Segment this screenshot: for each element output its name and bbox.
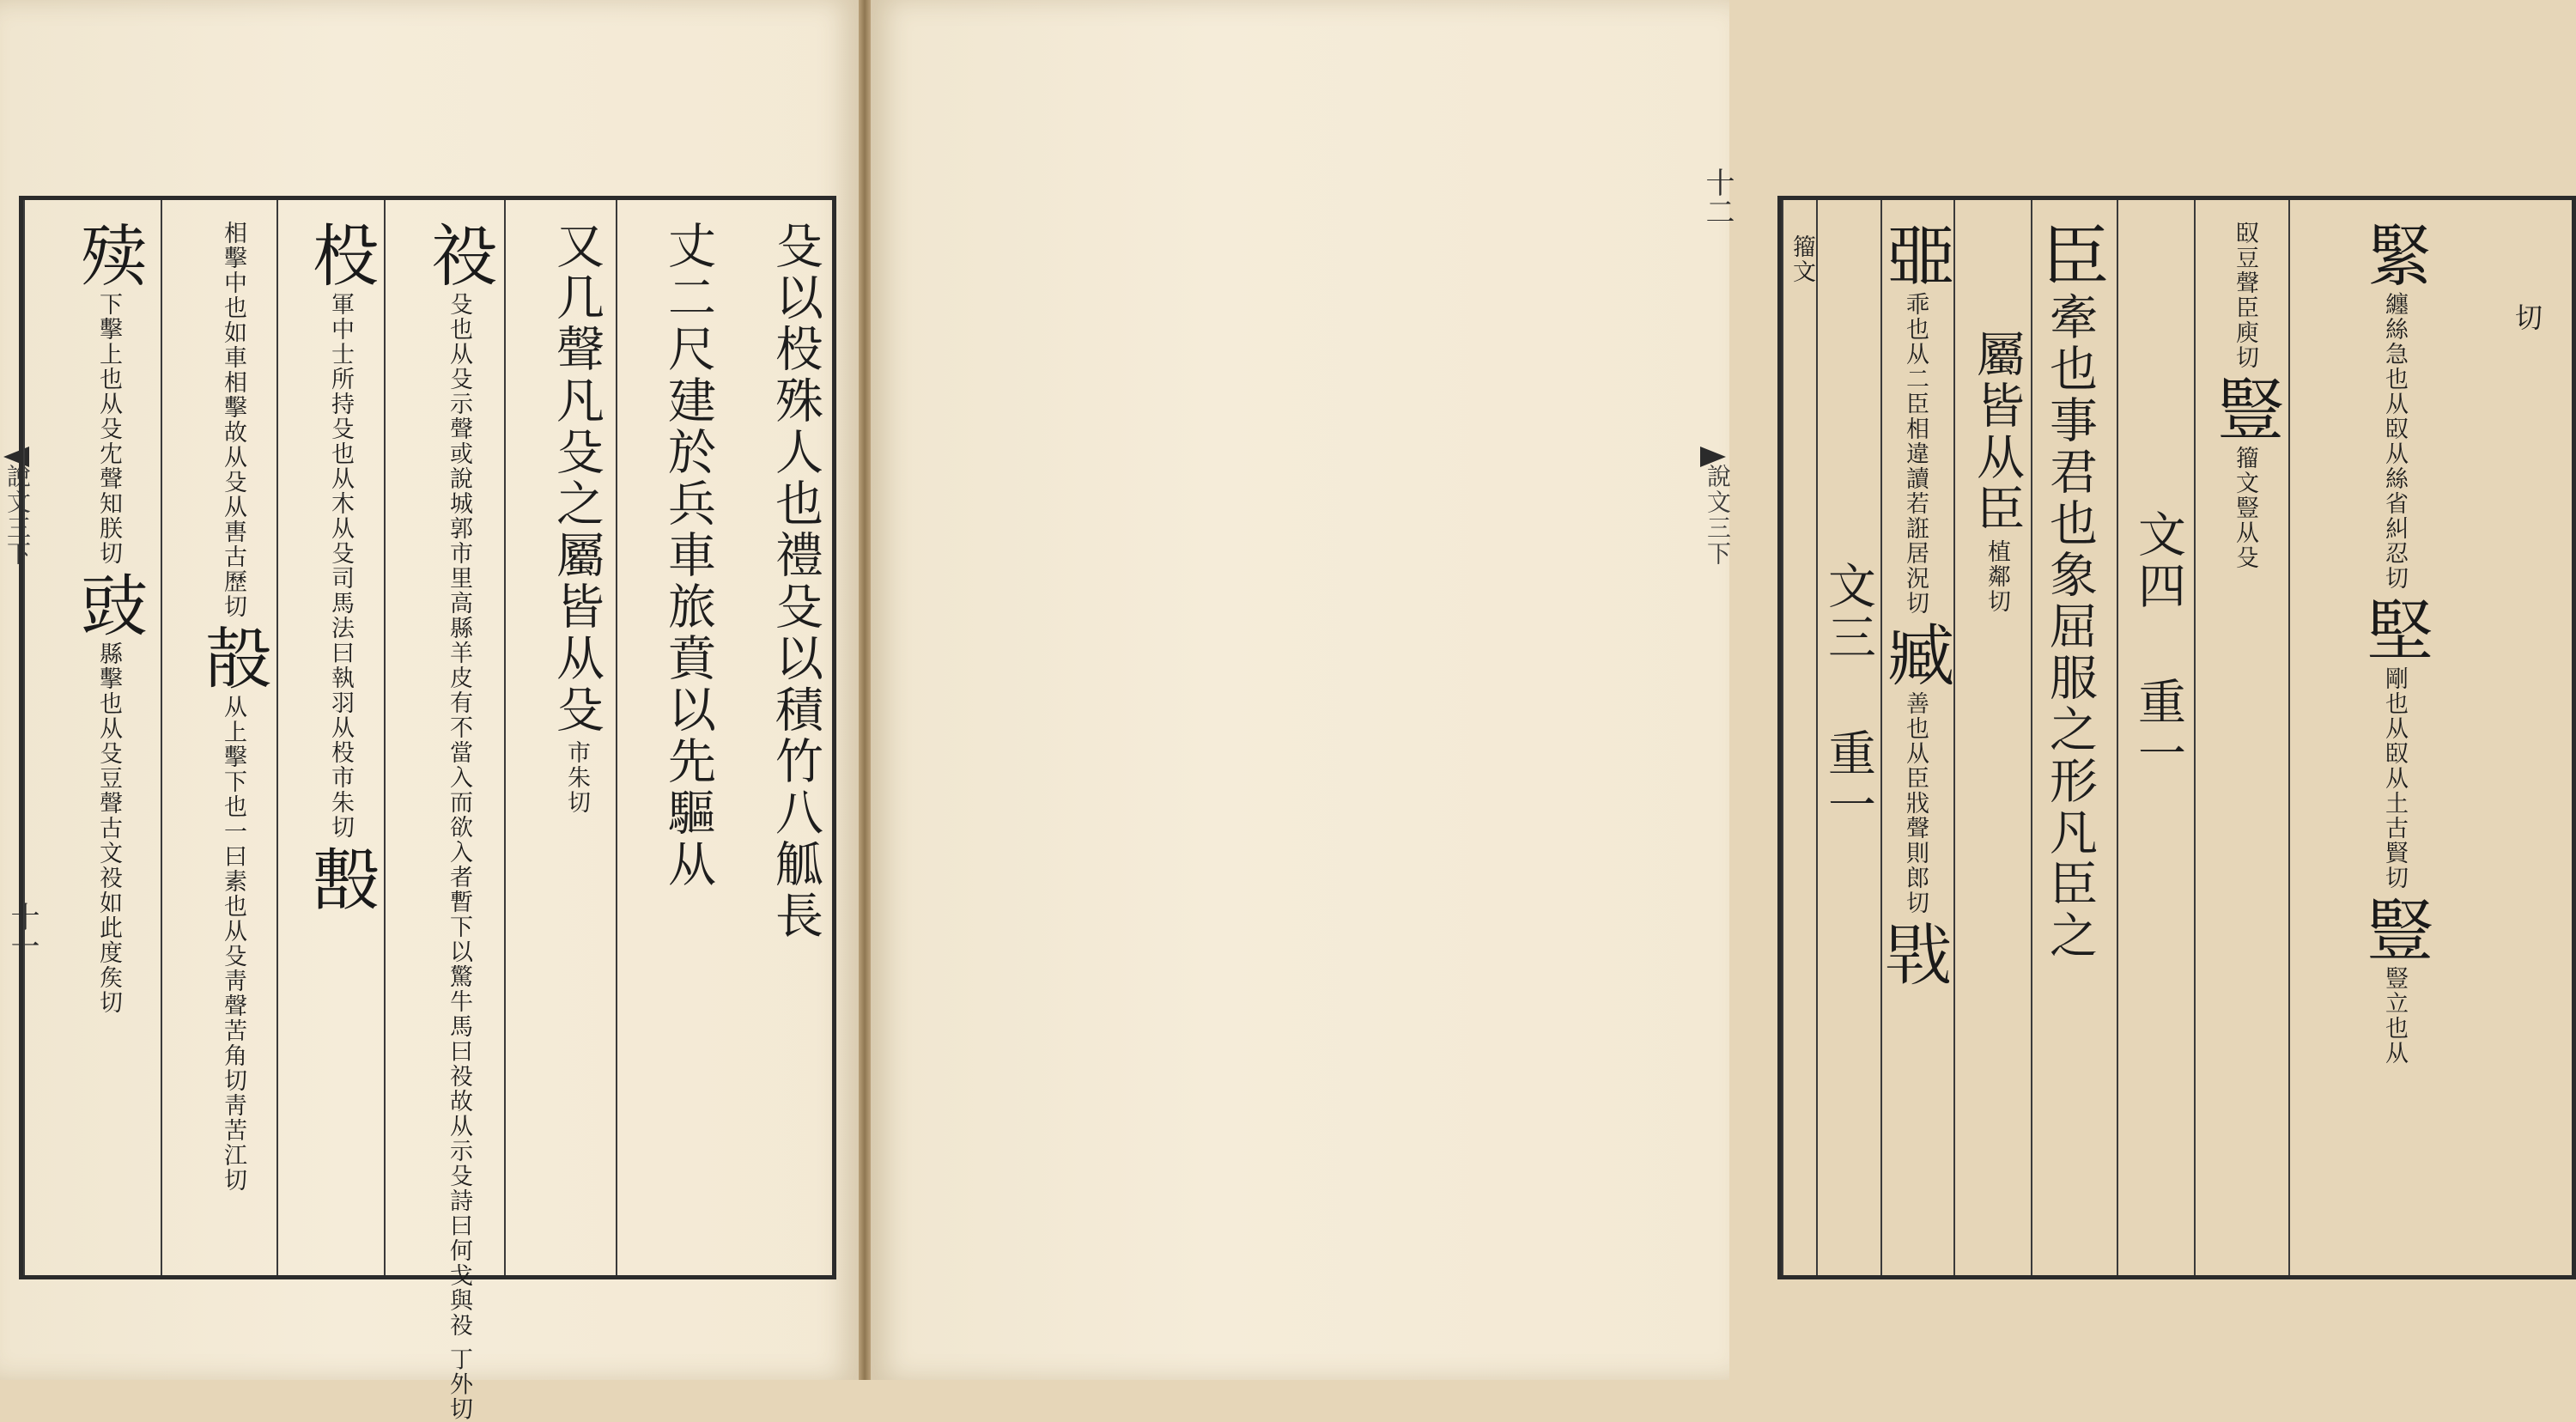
seal-character: 㱿	[194, 623, 271, 691]
column-note-text: 縣擊也从殳豆聲古文祋如此度矦切	[95, 641, 122, 1016]
column-note-text: 臤豆聲臣庾切	[2232, 221, 2258, 370]
column-note-text: 下擊上也从殳冘聲知朕切	[95, 292, 122, 567]
right-column-7	[1816, 200, 1882, 1275]
seal-character: 堅	[2355, 595, 2433, 663]
seal-character: 杸	[301, 221, 379, 288]
right-side-label: 說文三下	[1704, 464, 1732, 567]
left-column-3	[504, 200, 617, 1275]
left-page-number: 十一	[5, 902, 39, 960]
left-column-1	[727, 200, 836, 1275]
seal-character: 𢧀	[1876, 920, 1953, 988]
column-note-text: 豎立也从	[2381, 966, 2408, 1066]
seal-character: 㱩	[70, 221, 147, 288]
column-main-text: 屬皆从臣	[1969, 329, 2025, 535]
right-page-number: 十二	[1700, 167, 1735, 226]
column-note-text: 籀文	[1789, 234, 1815, 284]
seal-character: 緊	[2355, 221, 2433, 288]
column-main-text: 丈二尺建於兵車旅賁以先驅从	[660, 221, 716, 890]
left-column-6	[161, 200, 278, 1275]
column-note-text: 軍中士所持殳也从木从殳司馬法曰執羽从杸市朱切	[327, 292, 354, 841]
right-text-frame	[1777, 196, 2576, 1279]
right-column-8	[1782, 200, 1818, 1275]
right-column-0	[2443, 200, 2576, 1275]
column-main-text: 重一	[1820, 728, 1876, 832]
right-column-3	[2117, 200, 2196, 1275]
column-main-text: 文三	[1820, 561, 1876, 664]
column-main-text: 殳以杸殊人也禮殳以積竹八觚長	[768, 221, 823, 942]
column-note-text: 殳也从殳示聲或說城郭市里高縣羊皮有不當入而欲入者暫下以驚牛馬曰祋故从示殳詩曰何戈與祋 丁外切	[446, 292, 472, 1422]
column-note-text: 善也从臣戕聲則郎切	[1902, 691, 1929, 916]
column-main-text: 又几聲凡殳之屬皆从殳	[549, 221, 605, 736]
right-page	[871, 0, 2543, 1380]
column-note-text: 相擊中也如車相擊故从殳从軎古歷切	[220, 221, 246, 619]
book-gutter	[859, 0, 871, 1380]
seal-character: 臦	[1876, 221, 1953, 288]
column-note-text: 从上擊下也一曰素也从殳靑聲苦角切靑苦江切	[220, 695, 246, 1194]
seal-character: 豎	[2206, 374, 2283, 442]
right-column-2	[2194, 200, 2290, 1275]
seal-character: 毄	[301, 844, 379, 912]
right-column-4	[2031, 200, 2118, 1275]
column-note-text: 市朱切	[563, 740, 590, 816]
seal-character: 祋	[420, 221, 497, 288]
seal-character: 豉	[70, 570, 147, 638]
seal-character: 豎	[2355, 895, 2433, 963]
column-note-text: 籀文豎从殳	[2232, 446, 2258, 571]
left-column-4	[384, 200, 506, 1422]
left-column-5	[276, 200, 386, 1275]
right-column-6	[1876, 200, 1955, 1275]
column-note-text: 切	[2511, 303, 2543, 332]
seal-character: 臧	[1876, 620, 1953, 688]
column-note-text: 乖也从二臣相違讀若誑居況切	[1902, 292, 1929, 617]
right-column-5	[1953, 200, 2032, 1275]
left-text-frame	[19, 196, 836, 1422]
column-note-text: 纏絲急也从臤从絲省糾忍切	[2381, 292, 2408, 592]
column-main-text: 牽也事君也象屈服之形凡臣之	[2042, 292, 2098, 963]
column-main-text: 文四	[2130, 509, 2186, 612]
left-column-7	[23, 200, 162, 1275]
column-main-text: 重一	[2130, 677, 2186, 781]
left-column-2	[616, 200, 729, 1275]
column-note-text: 剛也从臤从土古賢切	[2381, 666, 2408, 891]
left-side-label: 說文三下	[3, 464, 32, 567]
left-page	[0, 0, 859, 1422]
right-column-1	[2288, 200, 2445, 1275]
column-note-text: 植鄰切	[1984, 539, 2010, 615]
seal-character: 臣	[2031, 221, 2108, 288]
